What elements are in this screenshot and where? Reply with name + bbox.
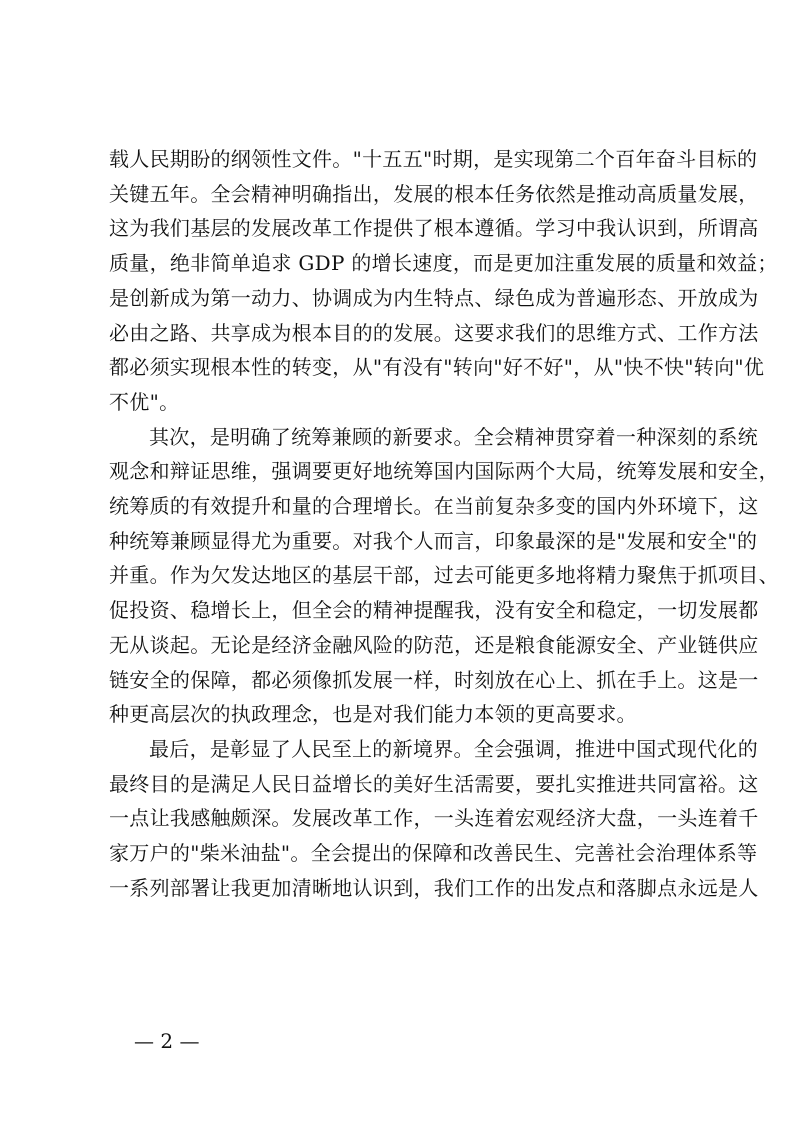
text-line: 必由之路、共享成为根本目的的发展。这要求我们的思维方式、工作方法: [109, 320, 759, 345]
text-line: 其次，是明确了统筹兼顾的新要求。全会精神贯穿着一种深刻的系统: [149, 424, 758, 449]
document-body: [109, 142, 779, 905]
text-line: 这为我们基层的发展改革工作提供了根本遵循。学习中我认识到，所谓高: [109, 216, 759, 241]
text-line: 种统筹兼顾显得尤为重要。对我个人而言，印象最深的是"发展和安全"的: [109, 528, 758, 553]
text-line: 是创新成为第一动力、协调成为内生特点、绿色成为普遍形态、开放成为: [109, 285, 759, 310]
text-line: 家万户的"柴米油盐"。全会提出的保障和改善民生、完善社会治理体系等: [109, 841, 758, 866]
paragraph: [109, 420, 779, 732]
text-line: 促投资、稳增长上，但全会的精神提醒我，没有安全和稳定，一切发展都: [109, 598, 759, 623]
text-line: 载人民期盼的纲领性文件。"十五五"时期，是实现第二个百年奋斗目标的: [109, 147, 758, 171]
paragraph: [109, 732, 759, 906]
paragraph: [109, 142, 778, 420]
text-line: 观念和辩证思维，强调要更好地统筹国内国际两个大局，统筹发展和安全，: [109, 459, 779, 484]
text-line: 都必须实现根本性的转变，从"有没有"转向"好不好"，从"快不快"转向"优: [109, 355, 765, 380]
page-number: — 2 —: [134, 1029, 200, 1053]
text-line: 一系列部署让我更加清晰地认识到，我们工作的出发点和落脚点永远是人: [109, 875, 759, 900]
text-line: 质量，绝非简单追求 GDP 的增长速度，而是更加注重发展的质量和效益；: [109, 251, 778, 276]
text-line: 一点让我感触颇深。发展改革工作，一头连着宏观经济大盘，一头连着千: [109, 806, 759, 831]
text-line: 无从谈起。无论是经济金融风险的防范，还是粮食能源安全、产业链供应: [109, 632, 759, 657]
text-line: 统筹质的有效提升和量的合理增长。在当前复杂多变的国内外环境下，这: [109, 494, 759, 519]
text-line: 最终目的是满足人民日益增长的美好生活需要，要扎实推进共同富裕。这: [109, 771, 759, 796]
text-line: 并重。作为欠发达地区的基层干部，过去可能更多地将精力聚焦于抓项目、: [109, 563, 779, 588]
text-line: 关键五年。全会精神明确指出，发展的根本任务依然是推动高质量发展，: [109, 181, 759, 206]
text-line: 最后，是彰显了人民至上的新境界。全会强调，推进中国式现代化的: [149, 736, 758, 761]
text-line: 链安全的保障，都必须像抓发展一样，时刻放在心上、抓在手上。这是一: [109, 667, 759, 692]
text-line: 不优"。: [109, 389, 180, 414]
text-line: 种更高层次的执政理念，也是对我们能力本领的更高要求。: [109, 702, 637, 727]
